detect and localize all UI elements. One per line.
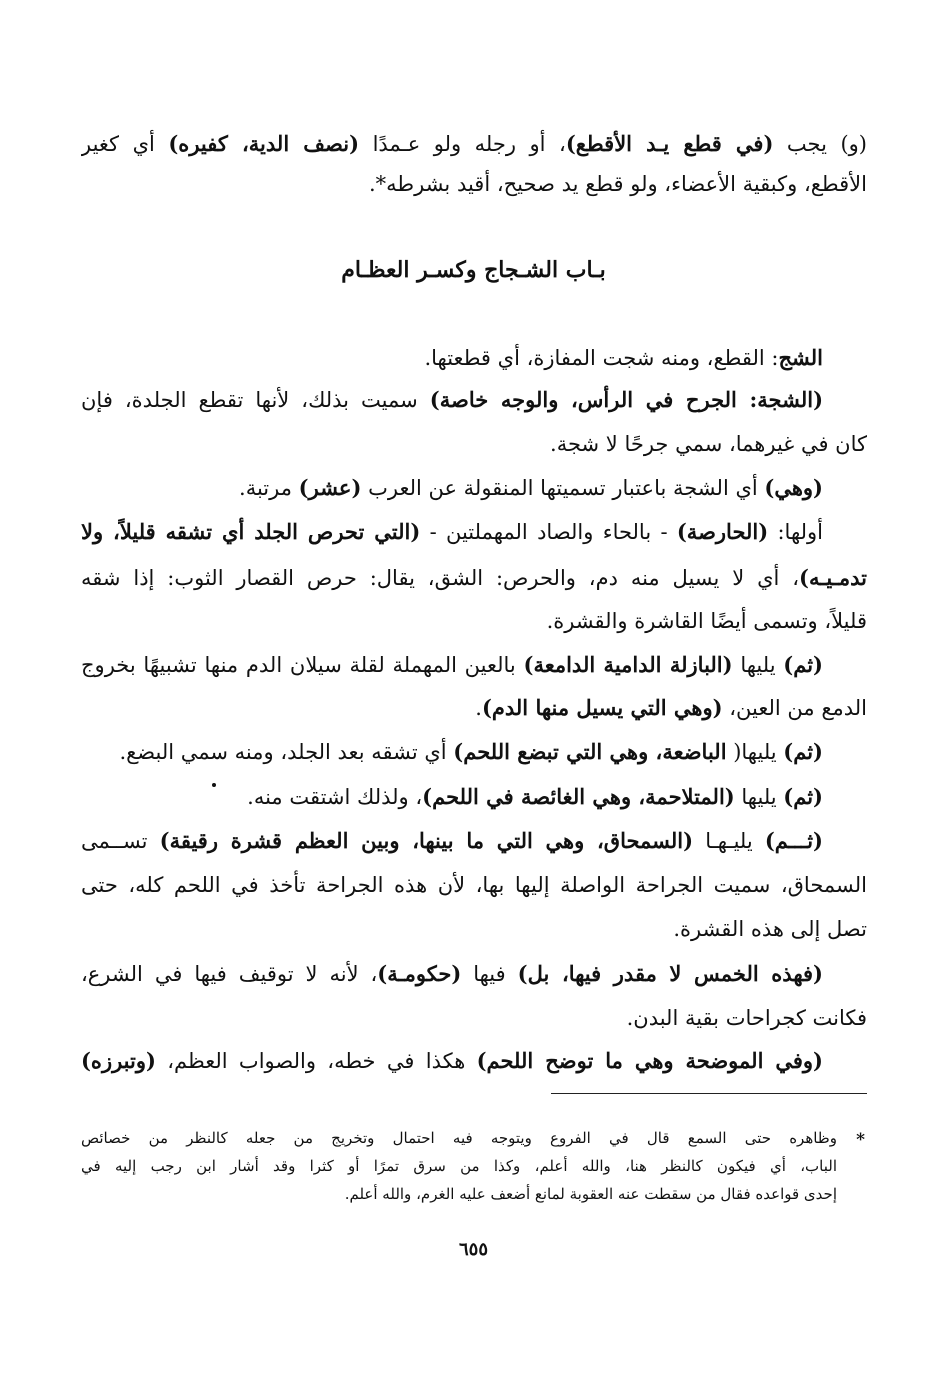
page-number: ٦٥٥ (458, 1239, 488, 1260)
bold-run: (عشر) (298, 475, 362, 500)
footnote-line: إحدى قواعده فقال من سقطت عنه العقوبة لمانع أضعف عليه الغرم، والله أعلم. (344, 1185, 837, 1203)
text-run: هكذا في خطه، والصواب العظم، (155, 1049, 477, 1073)
body-line (81, 380, 867, 420)
bold-run: (التي تحرص الجلد أي تشقه قليلاً، ولا (81, 519, 421, 544)
bold-run: (حكومـة) (377, 961, 462, 986)
bold-run: (فهذه الخمس لا مقدر فيها، بل) (517, 961, 823, 986)
body-line (81, 954, 867, 994)
intro-line-2: الأقطع، وكبقية الأعضاء، ولو قطع يد صحيح، أقيد بشرطه*. (368, 172, 867, 196)
bold-run: (الحارصة) (676, 519, 769, 544)
body-line (81, 821, 867, 861)
bold-run: (الشجة: الجرح في الرأس، والوجه خاصة) (429, 387, 823, 412)
text-run: يليها (734, 785, 784, 809)
bold-run: (ثم) (783, 739, 823, 764)
bold-run: (ثـــم) (764, 828, 823, 853)
body-line (81, 468, 867, 508)
text-run: ، أي لا يسيل منه دم، والحرص: الشق، يقال: حرص القصار الثوب: إذا شقه (81, 566, 800, 590)
body-line (81, 338, 867, 378)
bold-run: (نصف الدية، كفيره) (168, 131, 360, 156)
text-run: أولها: (768, 520, 823, 544)
body-line: قليلاً، وتسمى أيضًا القاشرة والقشرة. (546, 609, 867, 633)
text-run: يليها( (726, 740, 784, 764)
bold-run: (وتبرزه) (81, 1048, 156, 1073)
footnote-line: الباب، أي فيكون كالنظر هنا، والله أعلم، وكذا من سرق تمرًا أو كثرا وقد أشار ابن رجب إليه في (81, 1157, 837, 1175)
section-title: بـاب الشـجاج وكسـر العظـام (341, 257, 606, 283)
text-run: أي تشقه بعد الجلد، ومنه سمي البضع. (119, 740, 454, 764)
text-run: فيها (461, 962, 518, 986)
text-run: أي الشجة باعتبار تسميتها المنقولة عن العرب (361, 476, 765, 500)
bold-run: (وفي الموضحة وهي ما توضح اللحم) (476, 1048, 823, 1073)
text-run: - بالحاء والصاد المهملتين - (420, 520, 677, 544)
body-line: السمحاق، سميت الجراحة الواصلة إليها بها، لأن هذه الجراحة تأخذ في اللحم كله، حتى (81, 873, 867, 897)
body-line: تصل إلى هذه القشرة. (673, 917, 867, 941)
text-run: . (475, 696, 482, 720)
body-line (81, 688, 867, 728)
text-run: سميت بذلك، لأنها تقطع الجلدة، فإن (81, 388, 430, 412)
bold-run: (وهي) (764, 475, 823, 500)
bold-run: (ثم) (783, 784, 823, 809)
text-run: مرتبة. (239, 476, 299, 500)
body-line: كان في غيرهما، سمي جرحًا لا شجة. (550, 432, 867, 456)
body-line (81, 512, 867, 552)
text-run: : القطع، ومنه شجت المفازة، أي قطعتها. (424, 346, 779, 370)
text-run: يليها (732, 653, 784, 677)
footnote-rule (551, 1093, 867, 1094)
text-run: الدمع من العين، (722, 696, 867, 720)
text-run: ، ولذلك اشتقت منه. (247, 785, 423, 809)
text-run: (و) يجب (773, 132, 867, 156)
body-line (81, 777, 867, 817)
bold-run: (وهي التي يسيل منها الدم) (481, 695, 723, 720)
intro-line-1 (81, 124, 867, 164)
text-run: بالعين المهملة لقلة سيلان الدم منها تشبيهًا بخروج (81, 653, 524, 677)
bold-run: الشج (778, 345, 823, 370)
text-run: أي كغير (81, 132, 169, 156)
text-run: يليـهـا (693, 829, 765, 853)
body-line (81, 645, 867, 685)
body-line (81, 732, 867, 772)
bold-run: (المتلاحمة، وهي الغائصة في اللحم) (422, 784, 735, 809)
bold-run: الباضعة، وهي التي تبضع اللحم) (453, 739, 727, 764)
bold-run: (البازلة الدامية الدامعة) (523, 652, 733, 677)
footnote-line: وظاهره حتى السمع قال في الفروع ويتوجه فيه احتمال وتخريج من جعله كالنظر من خصائص (81, 1129, 837, 1147)
footnote-marker: * (856, 1130, 865, 1150)
body-line: فكانت كجراحات بقية البدن. (626, 1006, 867, 1030)
text-run: تســمى (81, 829, 160, 853)
text-run: ، أو رجله ولو عـمدًا (359, 132, 566, 156)
bold-run: (السمحاق، وهي التي ما بينها، وبين العظم قشرة رقيقة) (159, 828, 694, 853)
bold-run: تدمـيـه) (799, 565, 867, 590)
text-run: ، لأنه لا توقيف فيها في الشرع، (81, 962, 378, 986)
body-line (81, 1041, 867, 1081)
bold-run: (ثم) (783, 652, 823, 677)
bold-run: (في قطع يـد الأقطع) (565, 131, 774, 156)
body-line (81, 558, 867, 598)
